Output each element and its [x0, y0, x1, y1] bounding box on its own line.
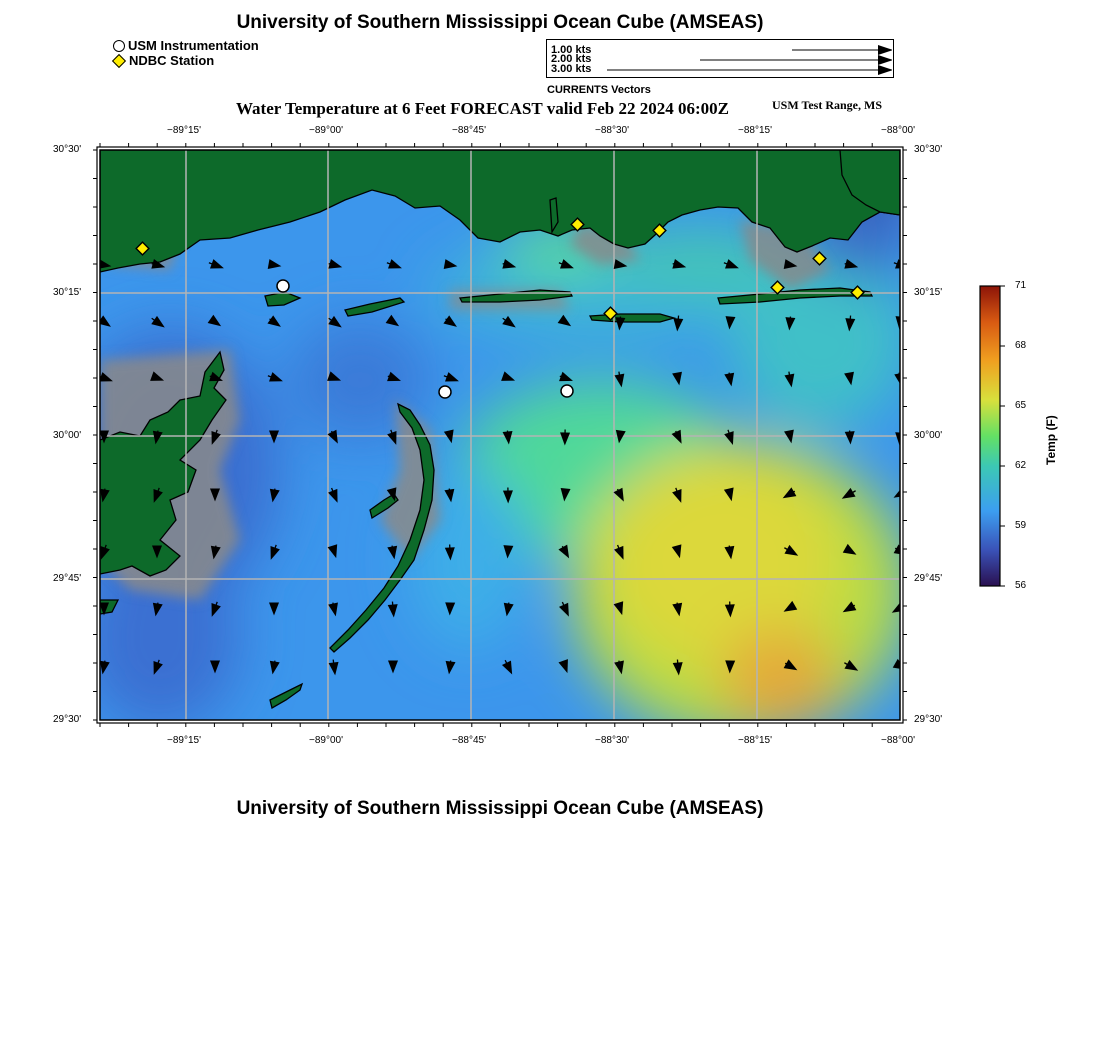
vector-scale-label-1: 1.00 kts [551, 44, 592, 56]
colorbar-tick: 59 [1015, 520, 1027, 531]
footer-title: University of Southern Mississippi Ocean Cube (AMSEAS) [236, 798, 764, 819]
lon-tick-top: −88°45' [452, 125, 486, 136]
usm-instrument-marker [561, 385, 573, 397]
lon-tick-bottom: −89°00' [309, 735, 343, 746]
legend-usm-label: USM Instrumentation [128, 38, 259, 53]
lon-tick-top: −89°00' [309, 125, 343, 136]
temperature-field [60, 140, 920, 740]
colorbar-tick: 56 [1015, 580, 1027, 591]
colorbar-tick: 71 [1015, 280, 1027, 291]
lon-tick-bottom: −88°45' [452, 735, 486, 746]
lon-tick-bottom: −88°00' [881, 735, 915, 746]
lon-tick-top: −89°15' [167, 125, 201, 136]
main-title: University of Southern Mississippi Ocean Cube (AMSEAS) [236, 12, 764, 33]
vector-scale-label-3: 3.00 kts [551, 63, 592, 75]
lat-tick-right: 29°45' [914, 573, 943, 584]
colorbar-tick: 68 [1015, 340, 1027, 351]
lon-tick-top: −88°00' [881, 125, 915, 136]
lat-tick-right: 30°00' [914, 430, 943, 441]
lon-tick-top: −88°15' [738, 125, 772, 136]
lon-tick-bottom: −88°30' [595, 735, 629, 746]
lat-tick-right: 30°30' [914, 144, 943, 155]
legend-ndbc-label: NDBC Station [129, 53, 215, 68]
lat-tick-right: 30°15' [914, 287, 943, 298]
lat-tick-right: 29°30' [914, 714, 943, 725]
lat-tick-left: 29°45' [53, 573, 82, 584]
lat-tick-left: 30°00' [53, 430, 82, 441]
petit-bois-island [590, 314, 674, 322]
colorbar-gradient [980, 286, 1000, 586]
lat-tick-left: 29°30' [53, 714, 82, 725]
subtitle: Water Temperature at 6 Feet FORECAST valid Feb 22 2024 06:00Z [236, 99, 729, 118]
lon-tick-top: −88°30' [595, 125, 629, 136]
usm-instrument-marker [439, 386, 451, 398]
vector-caption: CURRENTS Vectors [547, 84, 651, 96]
lat-tick-left: 30°30' [53, 144, 82, 155]
vector-scale-label-2: 2.00 kts [551, 53, 592, 65]
region-label: USM Test Range, MS [772, 98, 883, 112]
colorbar-tick: 62 [1015, 460, 1027, 471]
lon-tick-bottom: −89°15' [167, 735, 201, 746]
lon-tick-bottom: −88°15' [738, 735, 772, 746]
usm-instrument-marker [277, 280, 289, 292]
colorbar-tick: 65 [1015, 400, 1027, 411]
lat-tick-left: 30°15' [53, 287, 82, 298]
colorbar [980, 286, 1005, 586]
colorbar-title: Temp (F) [1044, 415, 1058, 465]
